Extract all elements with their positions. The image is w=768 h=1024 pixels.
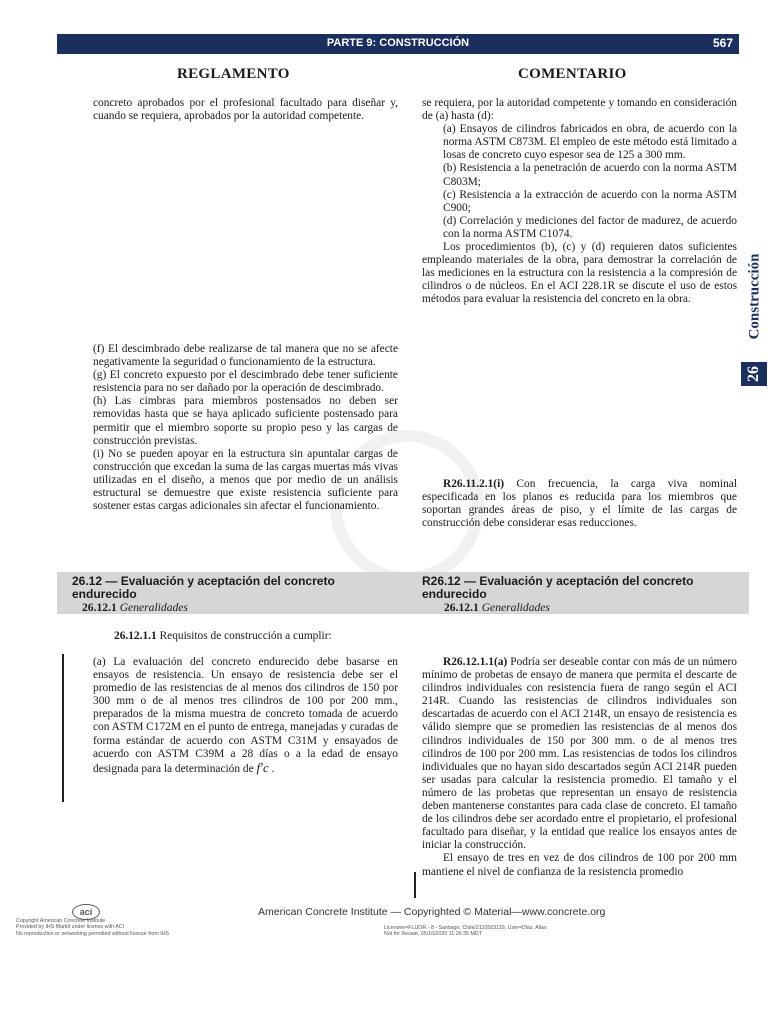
- change-bar-left: [62, 654, 64, 802]
- chapter-tab-label: Construcción: [746, 253, 763, 340]
- left-item-a-evaluation: (a) La evaluación del concreto endurecido debe basarse en ensayos de resistencia. Un ensayo de resistencia debe ser el promedio de las resistencias de al menos dos cilindros de 150 por 300 mm o de al menos tres cilindros de 100 por 200 mm., preparados de la misma muestra de concreto tomada de acuerdo con ASTM C172M en el punto de entrega, manejadas y curadas de forma estándar de acuerdo con ASTM C31M y ensayados de acuerdo con ASTM C39M a 28 días o a la edad de ensayo designada para la determinación de f′c .: [93, 656, 398, 775]
- section-title-right: R26.12 — Evaluación y aceptación del concreto endurecido: [422, 574, 694, 601]
- page-number: 567: [712, 36, 733, 50]
- chapter-tab: [741, 240, 767, 386]
- right-item-d: (d) Correlación y mediciones del factor de madurez, de acuerdo con la norma ASTM C1074.: [443, 214, 737, 240]
- right-top-commentary: [422, 97, 737, 307]
- section-title-left: 26.12 — Evaluación y aceptación del concreto endurecido: [72, 574, 335, 601]
- change-bar-right: [414, 872, 416, 898]
- left-item-g: (g) El concreto expuesto por el descimbrado debe tener suficiente resistencia para no ser dañado por la operación de descimbrado.: [93, 369, 398, 395]
- commentary-ref-r26-12-1-1a: R26.12.1.1(a): [443, 656, 508, 668]
- subsection-heading-right: 26.12.1 Generalidades: [444, 601, 550, 614]
- fc-symbol: f′c: [256, 759, 269, 775]
- right-middle-commentary: R26.11.2.1(i) Con frecuencia, la carga viva nominal especificada en los planos es reducida para los miembros que soportan grandes áreas de piso, y el límite de las cargas de construcción debe considerar esas reducciones.: [422, 478, 737, 530]
- right-three-cylinders-paragraph: El ensayo de tres en vez de dos cilindros de 100 por 200 mm mantiene el nivel de confianza de la resistencia promedio: [422, 852, 737, 878]
- footer-center-text: American Concrete Institute — Copyrighted © Material—www.concrete.org: [258, 906, 606, 918]
- right-bottom-commentary: R26.12.1.1(a) Podría ser deseable contar con más de un número mínimo de probetas de ensayo de manera que permita el descarte de cilindros individuales con resistencia fuera de rango según el ACI 214R. Cuando las resistencias de cilindros individuales son descartadas de acuerdo con el ACI 214R, un ensayo de resistencia es válido siempre que se promedien las resistencias de al menos dos cilindros individuales de 150 por 300 mm. o de al menos tres cilindros de 100 por 200 mm. Las resistencias de todos los cilindros individuales que no hayan sido descartados según ACI 214R pueden ser usadas para calcular la resistencia promedio. El tamaño y el número de las probetas que representan un ensayo de resistencia deben mantenerse constantes para cada clase de concreto. El tamaño de los cilindros debe ser acordado entre el propietario, el profesional facultado para diseñar, y la entidad que realice los ensayos antes de iniciar la construcción. El ensayo de tres en vez de dos cilindros de 100 por 200 mm mantiene el nivel de confianza de la resistencia promedio: [422, 656, 737, 878]
- right-procedures-paragraph: Los procedimientos (b), (c) y (d) requieren datos suficientes empleando materiales de la obra, para demostrar la correlación de las mediciones en la estructura con la resistencia a la compresión de cilindros o de núcleos. En el ACI 228.1R se discute el uso de estos métodos para evaluar la resistencia del concreto en la obra.: [422, 241, 737, 306]
- aci-logo: aci: [72, 904, 100, 920]
- right-top-intro: se requiera, por la autoridad competente y tomando en consideración de (a) hasta (d):: [422, 97, 737, 123]
- column-heading-comentario: COMENTARIO: [518, 66, 627, 82]
- commentary-ref-r26-11-2-1i: R26.11.2.1(i): [443, 478, 505, 490]
- left-requirement-heading: 26.12.1.1 Requisitos de construcción a cumplir:: [114, 630, 332, 642]
- left-top-paragraph: concreto aprobados por el profesional facultado para diseñar y, cuando se requiera, aprobados por la autoridad competente.: [93, 97, 398, 123]
- left-item-i: (i) No se pueden apoyar en la estructura sin apuntalar cargas de construcción que excedan la suma de las cargas muertas más vivas utilizadas en el diseño, a menos que por medio de un análisis estructural se demuestre que existe resistencia suficiente para sostener estas cargas adicionales sin afectar el funcionamiento.: [93, 447, 398, 513]
- chapter-tab-number: 26: [745, 366, 762, 382]
- footer-copyright-left: Copyright American Concrete Institute Provided by IHS Markit under license with ACI No reproduction or networking permitted without license from IHS: [16, 918, 170, 937]
- right-item-b: (b) Resistencia a la penetración de acuerdo con la norma ASTM C803M;: [443, 162, 737, 188]
- subsection-heading-left: 26.12.1 Generalidades: [82, 601, 188, 614]
- part-title: PARTE 9: CONSTRUCCIÓN: [326, 37, 470, 49]
- footer-license-right: Licensee=FLUOR - 8 - Santiago, Chile/2110503119, User=Diaz, Allan Not for Resale, 05/16/2020 11:26:35 MDT: [384, 925, 547, 938]
- right-item-c: (c) Resistencia a la extracción de acuerdo con la norma ASTM C900;: [443, 188, 737, 214]
- page-header-bar: [57, 34, 739, 54]
- left-item-h: (h) Las cimbras para miembros postensados no deben ser removidas hasta que se haya aplicado suficiente postensado para permitir que el miembro soporte su propio peso y las cargas de construcción previstas.: [93, 395, 398, 447]
- column-heading-reglamento: REGLAMENTO: [177, 66, 290, 82]
- left-item-f: (f) El descimbrado debe realizarse de tal manera que no se afecte negativamente la seguridad o funcionamiento de la estructura.: [93, 343, 398, 369]
- right-item-a: (a) Ensayos de cilindros fabricados en obra, de acuerdo con la norma ASTM C873M. El empleo de este método está limitado a losas de concreto cuyo espesor sea de 125 a 300 mm.: [443, 123, 737, 162]
- left-middle-items: [93, 343, 398, 513]
